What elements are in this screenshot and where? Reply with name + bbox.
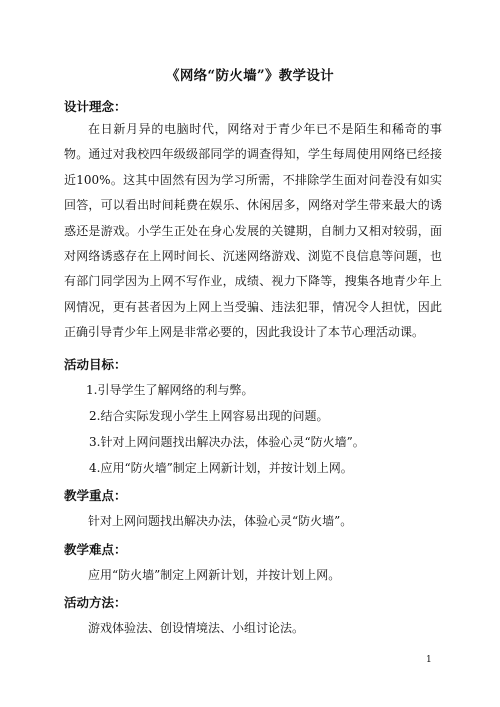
methods-heading: 活动方法： — [64, 595, 127, 610]
goal-item-2: 2.结合实际发现小学生上网容易出现的问题。 — [89, 409, 329, 423]
goal-item-3: 3.针对上网问题找出解决办法，体验心灵“防火墙”。 — [89, 435, 365, 449]
page-number: 1 — [426, 655, 432, 665]
key-point-heading: 教学重点： — [64, 488, 127, 503]
document-title: 《网络“防火墙”》教学设计 — [166, 68, 334, 84]
methods-text: 游戏体验法、创设情境法、小组讨论法。 — [88, 621, 305, 635]
goal-item-4: 4.应用“防火墙”制定上网新计划，并按计划上网。 — [89, 461, 353, 475]
goals-heading: 活动目标： — [64, 357, 127, 372]
key-point-text: 针对上网问题找出解决办法，体验心灵“防火墙”。 — [88, 514, 353, 528]
concept-heading: 设计理念： — [64, 99, 127, 114]
goal-item-1: 1.引导学生了解网络的利与弊。 — [86, 383, 254, 397]
difficulty-heading: 教学难点： — [64, 542, 127, 557]
difficulty-text: 应用“防火墙”制定上网新计划，并按计划上网。 — [88, 568, 341, 582]
concept-paragraph: 在日新月异的电脑时代，网络对于青少年已不是陌生和稀奇的事物。通过对我校四年级级部同学的调查得知，学生每周使用网络已经接近100%。这其中固然有因为学习所需，不排除学生面对问卷没有如实回答，可以看出时间耗费在娱乐、休闲居多，网络对学生带来最大的诱惑还是游戏。小学生正处在身心发展的关键期，自制力又相对较弱，面对网络诱惑存在上网时间长、沉迷网络游戏、浏览不良信息等问题，也有部门同学因为上网不写作业，成绩、视力下降等，搜集各地青少年上网情况，更有甚者因为上网上当受骗、违法犯罪，情况令人担忧，因此正确引导青少年上网是非常必要的，因此我设计了本节心理活动课。 — [64, 122, 442, 340]
